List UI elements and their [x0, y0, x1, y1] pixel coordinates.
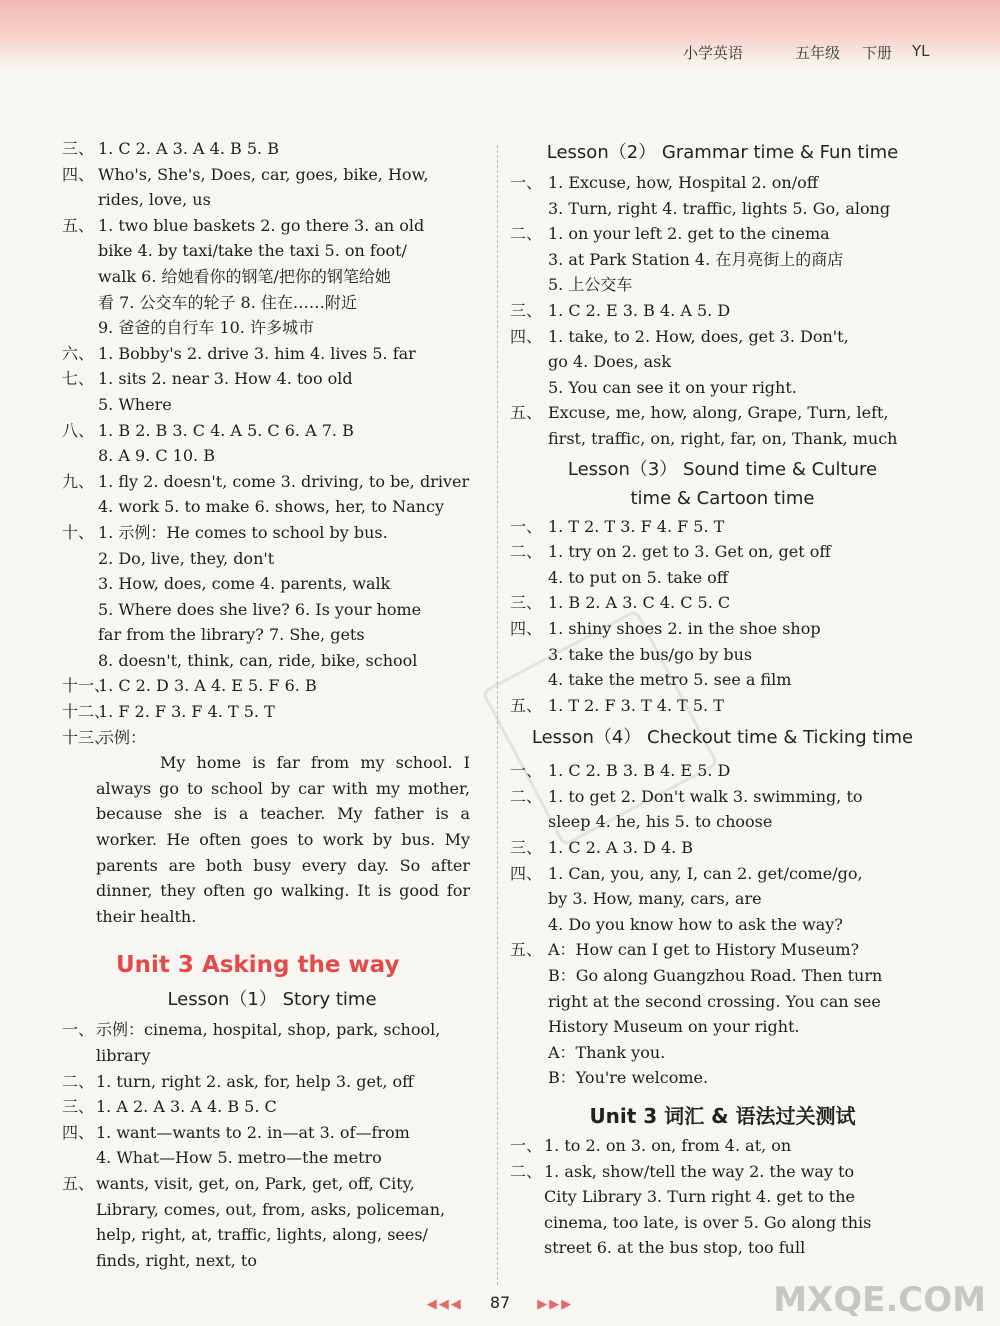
- question-number: 八、: [62, 420, 95, 440]
- answer-line: [510, 1210, 935, 1236]
- question-number: 一、: [62, 1020, 95, 1040]
- question-number: 四、: [510, 863, 543, 883]
- question-number: 一、: [510, 761, 543, 781]
- answer-text: 9. 爸爸的自行车 10. 许多城市: [98, 318, 314, 338]
- answer-line: [62, 315, 482, 341]
- answer-line: [510, 590, 935, 616]
- answer-text: 3. take the bus/go by bus: [548, 644, 753, 664]
- answer-text: 示例：cinema, hospital, shop, park, school,: [96, 1020, 441, 1040]
- answer-text: 1. to 2. on 3. on, from 4. at, on: [544, 1136, 792, 1155]
- answer-line: [510, 221, 935, 247]
- answer-line: [510, 349, 935, 375]
- question-number: 一、: [510, 516, 543, 536]
- answer-line: [62, 1171, 482, 1197]
- left-answer-list: [62, 136, 482, 750]
- answer-text: 1. C 2. D 3. A 4. E 5. F 6. B: [98, 676, 317, 696]
- answer-text: 1. F 2. F 3. F 4. T 5. T: [98, 702, 275, 722]
- answer-text: 1. Bobby's 2. drive 3. him 4. lives 5. far: [98, 343, 416, 363]
- question-number: 十、: [62, 522, 95, 542]
- question-number: 三、: [62, 1097, 95, 1117]
- question-number: 二、: [510, 542, 543, 562]
- answer-text: 1. fly 2. doesn't, come 3. driving, to be, driver: [98, 471, 470, 491]
- answer-text: 1. C 2. A 3. A 4. B 5. B: [98, 139, 279, 158]
- answer-text: City Library 3. Turn right 4. get to the: [544, 1187, 855, 1207]
- left-column: [62, 136, 482, 1273]
- answer-text: bike 4. by taxi/take the taxi 5. on foot/: [98, 241, 407, 261]
- answer-text: 1. T 2. T 3. F 4. F 5. T: [548, 516, 725, 536]
- answer-line: [62, 238, 482, 264]
- lesson3-title-line1: Lesson（3） Sound time & Culture: [567, 458, 878, 480]
- answer-text: 1. two blue baskets 2. go there 3. an old: [98, 215, 425, 235]
- answer-line: [62, 597, 482, 623]
- answer-line: [510, 989, 935, 1015]
- answer-text: Library, comes, out, from, asks, policeman,: [96, 1199, 446, 1219]
- answer-text: Excuse, me, how, along, Grape, Turn, left,: [548, 403, 889, 423]
- answer-line: [62, 136, 482, 162]
- answer-line: [62, 187, 482, 213]
- lesson3-title-line2: time & Cartoon time: [630, 487, 815, 509]
- answer-text: 5. You can see it on your right.: [548, 377, 797, 397]
- header-banner: [0, 0, 1000, 68]
- answer-line: [510, 298, 935, 324]
- answer-line: [62, 1197, 482, 1223]
- answer-line: [510, 272, 935, 298]
- answer-text: 3. at Park Station 4. 在月亮街上的商店: [548, 249, 844, 269]
- question-number: 二、: [62, 1071, 95, 1091]
- unit-title: Unit 3 Asking the way: [116, 952, 400, 979]
- question-number: 一、: [510, 173, 543, 192]
- answer-line: [510, 1040, 935, 1066]
- answer-text: right at the second crossing. You can see: [548, 991, 881, 1011]
- answer-text: 1. to get 2. Don't walk 3. swimming, to: [548, 786, 863, 806]
- answer-text: Who's, She's, Does, car, goes, bike, How,: [98, 164, 429, 184]
- lesson2-answer-list: [510, 170, 935, 452]
- essay-paragraph: My home is far from my school. I always go to school by car with my mother, because she is a teacher. My father is a worker. He often goes to work by bus. My parents are both busy every day. So after dinner, they often go walking. It is good for their health.: [96, 753, 470, 926]
- answer-text: 1. C 2. E 3. B 4. A 5. D: [548, 300, 731, 320]
- answer-text: finds, right, next, to: [96, 1250, 257, 1270]
- answer-text: 1. try on 2. get to 3. Get on, get off: [548, 542, 831, 562]
- answer-text: B：You're welcome.: [548, 1068, 709, 1088]
- answer-text: cinema, too late, is over 5. Go along this: [544, 1212, 872, 1232]
- answer-text: 1. Excuse, how, Hospital 2. on/off: [548, 173, 819, 192]
- answer-line: [62, 341, 482, 367]
- page-number: 87: [489, 1293, 511, 1312]
- answer-text: by 3. How, many, cars, are: [548, 889, 762, 909]
- answer-text: street 6. at the bus stop, too full: [544, 1238, 806, 1258]
- question-number: 五、: [510, 940, 543, 960]
- answer-line: [62, 469, 482, 495]
- question-number: 二、: [510, 786, 543, 806]
- answer-text: 1. shiny shoes 2. in the shoe shop: [548, 618, 821, 638]
- answer-line: [62, 443, 482, 469]
- answer-text: 1. C 2. B 3. B 4. E 5. D: [548, 761, 731, 781]
- header-subject: 小学英语: [683, 44, 744, 62]
- answer-text: 3. Turn, right 4. traffic, lights 5. Go, along: [548, 198, 891, 218]
- answer-line: [62, 1222, 482, 1248]
- unit-test-answer-list: [510, 1133, 935, 1261]
- answer-line: [510, 247, 935, 273]
- answer-text: 1. take, to 2. How, does, get 3. Don't,: [548, 326, 849, 346]
- answer-line: [510, 400, 935, 426]
- lesson1-answer-list: [62, 1017, 482, 1273]
- answer-line: [62, 264, 482, 290]
- answer-line: [62, 1120, 482, 1146]
- lesson1-title: Lesson（1） Story time: [167, 989, 377, 1011]
- question-number: 三、: [510, 300, 543, 320]
- answer-line: [62, 699, 482, 725]
- answer-line: [510, 937, 935, 963]
- answer-line: [62, 520, 482, 546]
- answer-line: [62, 1043, 482, 1069]
- question-number: 四、: [62, 1122, 95, 1142]
- answer-line: [510, 196, 935, 222]
- answer-line: [62, 546, 482, 572]
- answer-text: 4. Do you know how to ask the way?: [548, 914, 843, 934]
- answer-line: [62, 571, 482, 597]
- answer-line: [62, 1069, 482, 1095]
- question-number: 九、: [62, 471, 95, 491]
- header-volume: 下册: [862, 44, 893, 62]
- answer-line: [62, 213, 482, 239]
- answer-line: [510, 861, 935, 887]
- question-number: 一、: [510, 1136, 543, 1155]
- answer-line: [510, 912, 935, 938]
- question-number: 十三、: [62, 727, 111, 747]
- question-number: 四、: [510, 326, 543, 346]
- answer-line: [62, 290, 482, 316]
- answer-line: [510, 1235, 935, 1261]
- next-arrows-icon: ▶▶▶: [537, 1297, 574, 1312]
- question-number: 十一、: [62, 676, 111, 696]
- prev-arrows-icon: ◀◀◀: [426, 1297, 463, 1312]
- answer-text: 4. work 5. to make 6. shows, her, to Nancy: [98, 497, 444, 517]
- answer-line: [510, 426, 935, 452]
- answer-text: 1. turn, right 2. ask, for, help 3. get, off: [96, 1071, 414, 1091]
- answer-text: help, right, at, traffic, lights, along, sees/: [96, 1225, 428, 1245]
- answer-line: [62, 725, 482, 751]
- answer-text: 5. 上公交车: [548, 275, 633, 295]
- answer-line: [62, 622, 482, 648]
- answer-line: [62, 418, 482, 444]
- question-number: 三、: [510, 838, 543, 858]
- question-number: 五、: [62, 215, 95, 235]
- answer-text: 1. B 2. B 3. C 4. A 5. C 6. A 7. B: [98, 420, 354, 440]
- answer-line: [62, 648, 482, 674]
- header-edition: YL: [912, 42, 930, 60]
- answer-line: [510, 514, 935, 540]
- answer-line: [510, 963, 935, 989]
- question-number: 二、: [510, 1161, 543, 1181]
- answer-text: 4. take the metro 5. see a film: [548, 670, 792, 690]
- answer-text: 1. sits 2. near 3. How 4. too old: [98, 369, 353, 389]
- answer-text: 5. Where does she live? 6. Is your home: [98, 599, 422, 619]
- answer-text: 看 7. 公交车的轮子 8. 住在……附近: [98, 292, 357, 312]
- answer-line: [510, 616, 935, 642]
- answer-text: 4. What—How 5. metro—the metro: [96, 1148, 382, 1168]
- answer-text: 1. ask, show/tell the way 2. the way to: [544, 1161, 855, 1181]
- header-grade: 五年级: [795, 44, 841, 62]
- answer-line: [62, 1094, 482, 1120]
- answer-line: [510, 1184, 935, 1210]
- answer-line: [62, 162, 482, 188]
- question-number: 七、: [62, 369, 95, 389]
- question-number: 五、: [510, 695, 543, 715]
- answer-text: 5. Where: [98, 394, 172, 414]
- answer-text: rides, love, us: [98, 190, 211, 210]
- answer-line: [510, 1065, 935, 1091]
- answer-line: [62, 1145, 482, 1171]
- watermark-logo: MXQE.COM: [773, 1280, 986, 1320]
- question-number: 五、: [62, 1173, 95, 1193]
- answer-text: 1. B 2. A 3. C 4. C 5. C: [548, 593, 731, 613]
- answer-text: A：Thank you.: [548, 1042, 666, 1062]
- answer-line: [62, 1017, 482, 1043]
- answer-text: A：How can I get to History Museum?: [548, 940, 860, 960]
- answer-line: [62, 673, 482, 699]
- answer-text: far from the library? 7. She, gets: [98, 625, 365, 645]
- answer-line: [510, 539, 935, 565]
- answer-text: wants, visit, get, on, Park, get, off, City,: [96, 1173, 415, 1193]
- question-number: 五、: [510, 403, 543, 423]
- answer-text: go 4. Does, ask: [548, 352, 672, 372]
- unit-test-title: Unit 3 词汇 & 语法过关测试: [589, 1104, 856, 1128]
- question-number: 十二、: [62, 702, 111, 722]
- question-number: 三、: [510, 593, 543, 613]
- question-number: 三、: [62, 139, 95, 158]
- answer-text: 1. A 2. A 3. A 4. B 5. C: [96, 1097, 277, 1117]
- answer-text: 1. on your left 2. get to the cinema: [548, 224, 830, 244]
- answer-text: 3. How, does, come 4. parents, walk: [98, 574, 391, 594]
- answer-line: [510, 170, 935, 196]
- answer-text: 1. T 2. F 3. T 4. T 5. T: [548, 695, 724, 715]
- answer-text: 1. want—wants to 2. in—at 3. of—from: [96, 1122, 410, 1142]
- answer-text: 1. Can, you, any, I, can 2. get/come/go,: [548, 863, 863, 883]
- answer-line: [62, 1248, 482, 1274]
- question-number: 二、: [510, 224, 543, 244]
- answer-line: [62, 494, 482, 520]
- answer-line: [510, 1159, 935, 1185]
- answer-line: [62, 392, 482, 418]
- answer-text: 8. A 9. C 10. B: [98, 446, 215, 466]
- answer-line: [62, 366, 482, 392]
- answer-text: History Museum on your right.: [548, 1017, 800, 1037]
- answer-text: B：Go along Guangzhou Road. Then turn: [548, 966, 883, 986]
- answer-line: [510, 375, 935, 401]
- answer-text: 2. Do, live, they, don't: [98, 548, 275, 568]
- answer-line: [510, 1014, 935, 1040]
- question-number: 六、: [62, 343, 95, 363]
- answer-text: walk 6. 给她看你的钢笔/把你的钢笔给她: [98, 266, 391, 286]
- answer-text: 4. to put on 5. take off: [548, 567, 729, 587]
- answer-line: [510, 565, 935, 591]
- answer-text: first, traffic, on, right, far, on, Thank, much: [548, 428, 898, 448]
- lesson4-title: Lesson（4） Checkout time & Ticking time: [531, 727, 914, 749]
- question-number: 四、: [62, 164, 95, 184]
- answer-text: 1. C 2. A 3. D 4. B: [548, 838, 694, 858]
- lesson2-title: Lesson（2） Grammar time & Fun time: [546, 142, 899, 163]
- answer-text: sleep 4. he, his 5. to choose: [548, 812, 773, 832]
- answer-line: [510, 324, 935, 350]
- answer-text: 示例：: [98, 727, 147, 747]
- answer-text: library: [96, 1046, 151, 1065]
- answer-line: [510, 886, 935, 912]
- answer-text: 1. 示例：He comes to school by bus.: [98, 522, 388, 542]
- answer-line: [510, 1133, 935, 1159]
- question-number: 四、: [510, 618, 543, 638]
- answer-text: 8. doesn't, think, can, ride, bike, school: [98, 650, 418, 670]
